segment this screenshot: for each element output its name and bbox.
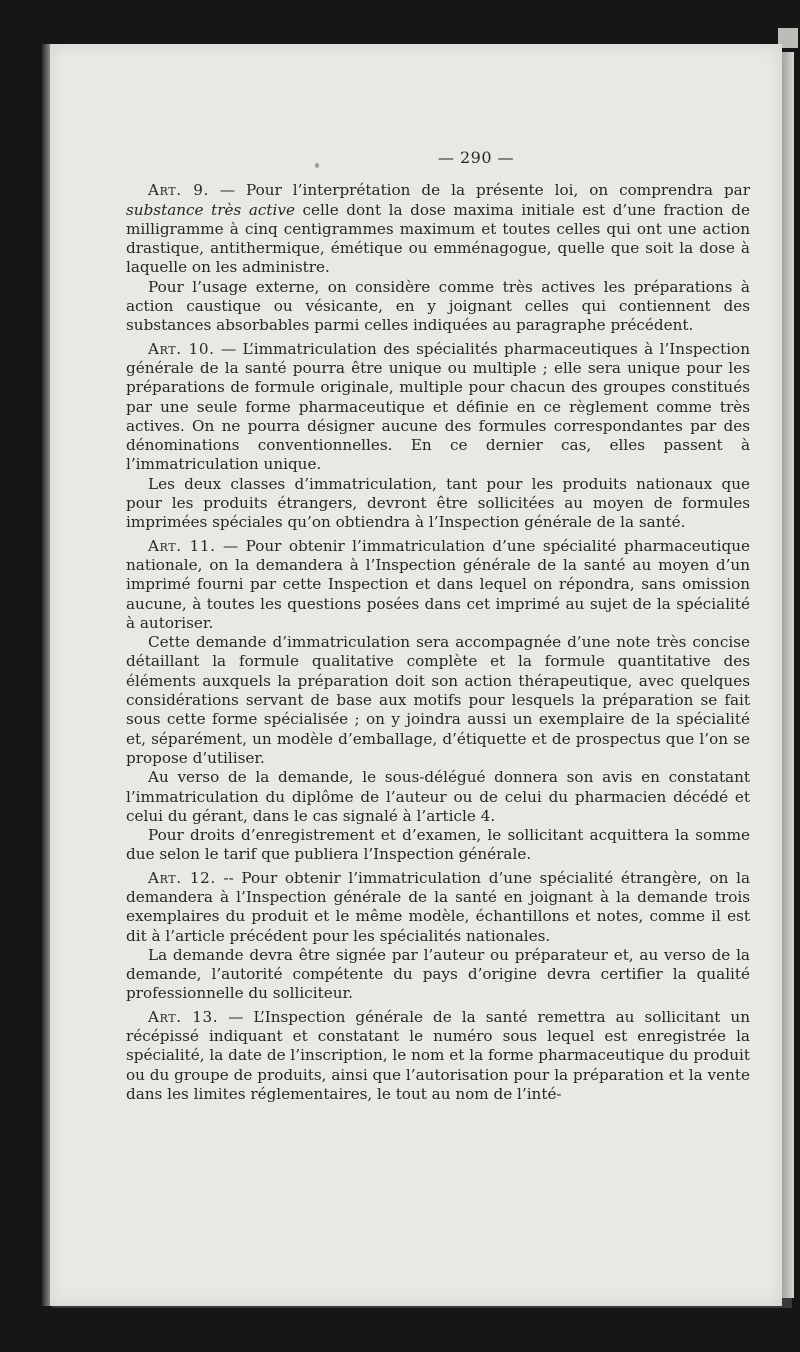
article-12-paragraph xyxy=(126,869,750,946)
article-label: Art. 9. xyxy=(148,181,209,200)
article-10-paragraph xyxy=(126,340,750,475)
article-label: Art. 10. xyxy=(148,339,215,358)
paragraph-text: -- Pour obtenir l’immatriculation d’une spécialité étrangère, on la demandera à l’Inspection générale de la santé en joignant à la demande trois exemplaires du produit et le même modèle, échantillons et notes, comme il est dit à l’article précédent pour les spécialités nationales. xyxy=(126,868,750,945)
paragraph: Cette demande d’immatriculation sera accompagnée d’une note très concise détaillant la formule qualitative complète et la formule quantitative des éléments auxquels la préparation doit son action thérapeutique, avec quelques considérations servant de base aux motifs pour lesquels la préparation se fait sous cette forme spécialisée ; on y joindra aussi un exemplaire de la spécialité et, séparément, un modèle d’emballage, d’étiquette et de prospectus que l’on se propose d’utiliser. xyxy=(126,633,750,767)
article-label: Art. 12. xyxy=(148,868,216,887)
page-number: — 290 — xyxy=(437,148,515,167)
emphasized-term: substance très active xyxy=(126,200,295,219)
paragraph-text: — L’immatriculation des spécialités pharmaceutiques à l’Inspection générale de la santé pourra être unique ou multiple ; elle sera unique pour les préparations de formule originale, multiple pour chacun des groupes constitués par une seule forme pharmaceutique et définie en ce règlement comme très actives. On ne pourra désigner aucune des formules correspondantes par des dénominations conventionnelles. En ce dernier cas, elles passent à l’immatriculation unique. xyxy=(126,339,750,474)
paragraph: Pour droits d’enregistrement et d’examen, le sollicitant acquittera la somme due selon le tarif que publiera l’Inspection générale. xyxy=(126,826,750,864)
paragraph-text: celle dont la dose maxima initiale est d’une fraction de milligramme à cinq centigrammes maximum et toutes celles qui ont une action drastique, antithermique, émétique ou emménagogue, quelle que soit la dose à laquelle on les administre. xyxy=(126,200,750,277)
page-right-edge xyxy=(780,52,794,1298)
article-13-paragraph xyxy=(126,1008,750,1104)
paragraph: Pour l’usage externe, on considère comme très actives les préparations à action caustique ou vésicante, en y joignant celles qui contiennent des substances absorbables parmi celles indiquées au paragraphe précédent. xyxy=(126,277,750,335)
article-9-paragraph xyxy=(126,181,750,277)
paragraph-text: — Pour obtenir l’immatriculation d’une spécialité pharmaceutique nationale, on la demandera à l’Inspection générale de la santé au moyen d’un imprimé fourni par cette Inspection et dans lequel on répondra, sans omission aucune, à toutes les questions posées dans cet imprimé au sujet de la spécialité à autoriser. xyxy=(126,536,750,632)
article-label: Art. 13. xyxy=(148,1007,219,1026)
paragraph: La demande devra être signée par l’auteur ou préparateur et, au verso de la demande, l’autorité compétente du pays d’origine devra certifier la qualité professionnelle du solliciteur. xyxy=(126,945,750,1003)
article-label: Art. 11. xyxy=(148,536,216,555)
paragraph-text: — Pour l’interprétation de la présente loi, on comprendra par xyxy=(208,181,750,200)
paragraph: Les deux classes d’immatriculation, tant pour les produits nationaux que pour les produits étrangers, devront être sollicitées au moyen de formules imprimées spéciales qu’on obtiendra à l’Inspection générale de la santé. xyxy=(126,474,750,532)
page-text xyxy=(126,148,750,1104)
paragraph: Au verso de la demande, le sous-délégué donnera son avis en constatant l’immatriculation du diplôme de l’auteur ou de celui du pharmacien décédé et celui du gérant, dans le cas signalé à l’article 4. xyxy=(126,768,750,825)
paragraph-text: — L’Inspection générale de la santé remettra au sollicitant un récépissé indiquant et constatant le numéro sous lequel est enregistrée la spécialité, la date de l’inscription, le nom et la forme pharmaceutique du produit ou du groupe de produits, ainsi que l’autorisation pour la préparation et la vente dans les limites réglementaires, le tout au nom de l’inté- xyxy=(126,1007,750,1103)
article-11-paragraph xyxy=(126,537,750,633)
